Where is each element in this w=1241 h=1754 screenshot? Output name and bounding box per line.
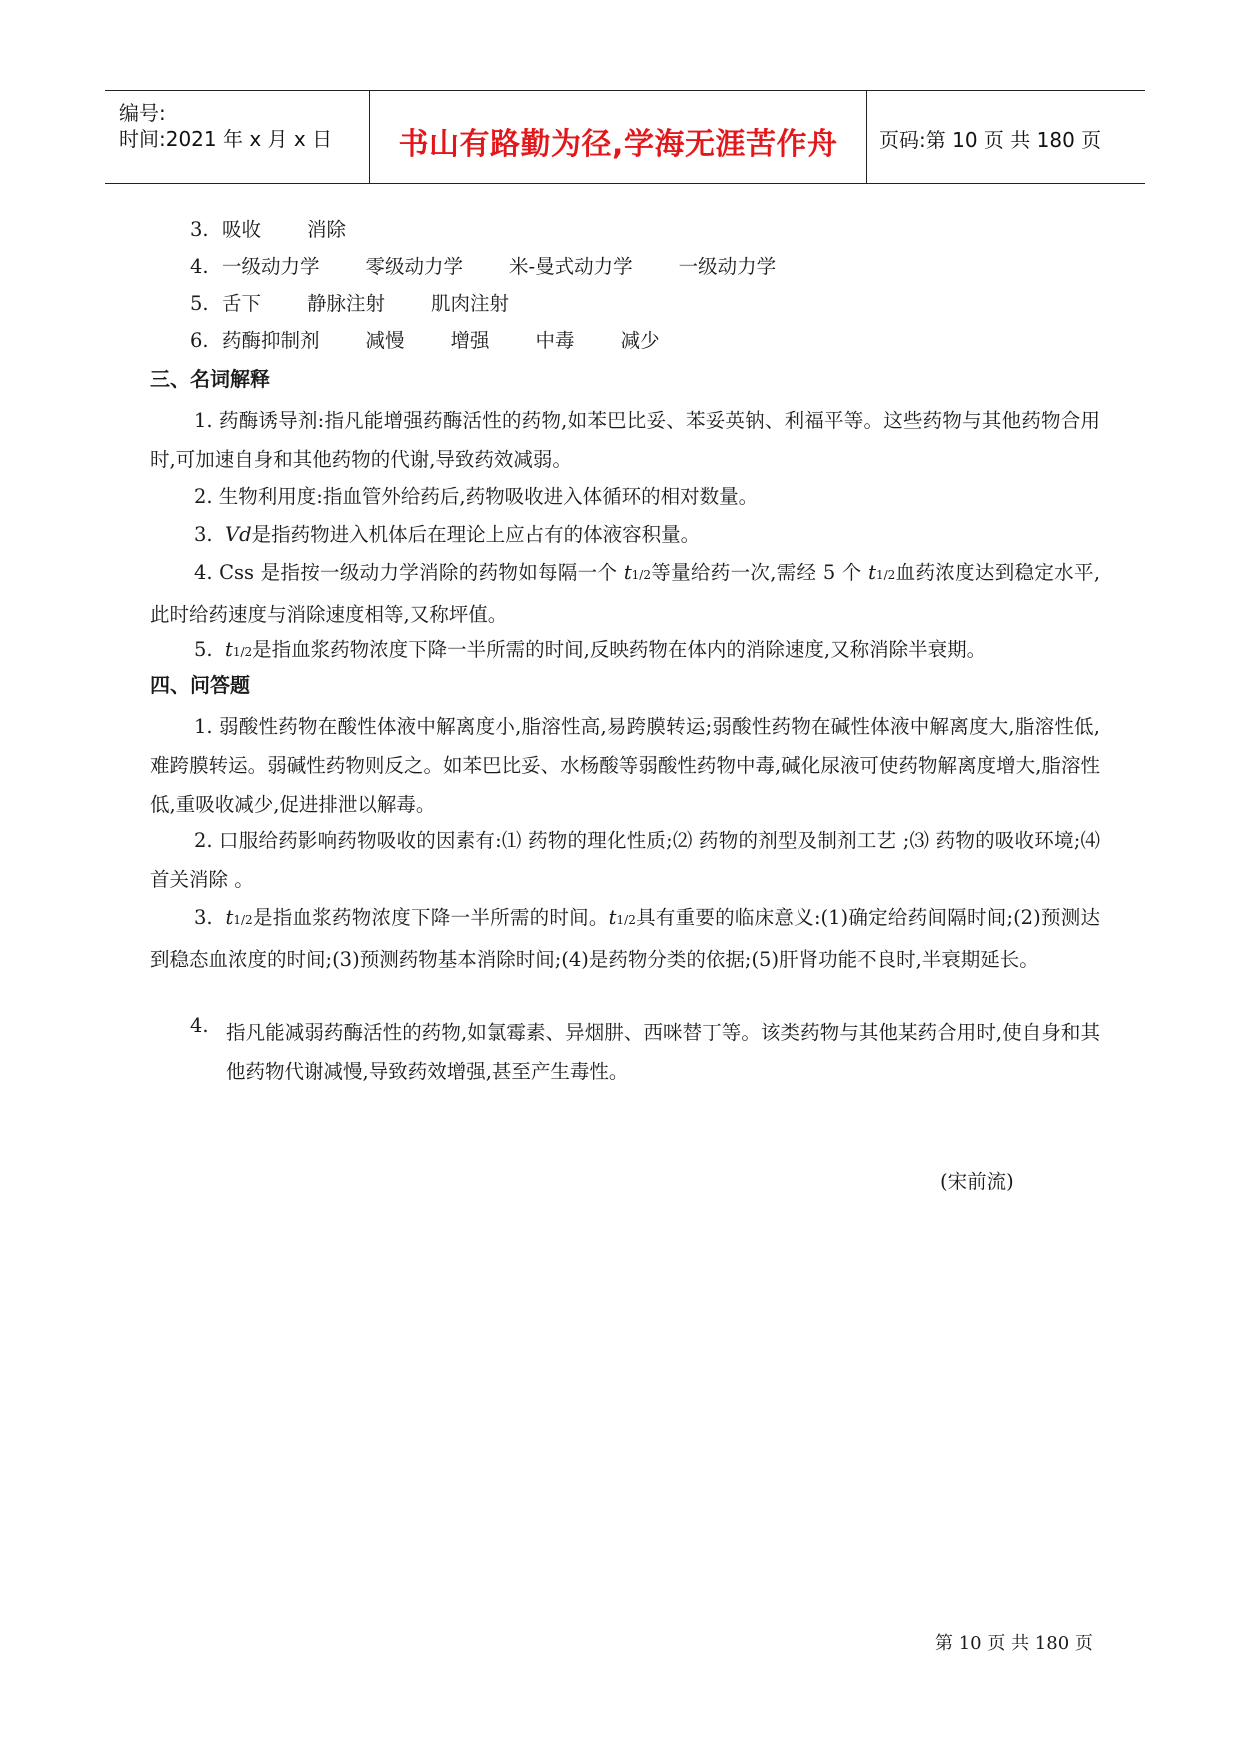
answer-term: 一级动力学	[678, 255, 777, 278]
answer-row-4	[190, 251, 776, 279]
math-variable: t	[225, 638, 233, 661]
math-variable: t	[623, 561, 632, 584]
math-subscript: 1/2	[616, 913, 636, 927]
item-number: 4.	[190, 255, 209, 278]
section-heading-qa: 四、问答题	[150, 673, 250, 697]
definition-1: 1. 药酶诱导剂:指凡能增强药酶活性的药物,如苯巴比妥、苯妥英钠、利福平等。这些药物与其他药物合用时,可加速自身和其他药物的代谢,导致药效减弱。	[150, 409, 1100, 471]
math-variable: t	[608, 906, 617, 929]
math-variable: Vd	[225, 523, 252, 546]
answer-term: 吸收	[222, 218, 262, 241]
answer-term: 增强	[450, 329, 490, 352]
answer-term: 药酶抑制剂	[222, 329, 320, 352]
answer-term: 零级动力学	[365, 255, 464, 278]
answer-row-6	[190, 325, 660, 353]
author-signature: (宋前流)	[940, 1170, 1014, 1193]
math-variable: t	[225, 906, 234, 929]
item-number: 6.	[190, 329, 209, 352]
answer-row-3	[190, 214, 346, 242]
answer-term: 肌肉注射	[431, 292, 510, 315]
section-heading-definitions: 三、名词解释	[150, 367, 270, 391]
math-subscript: 1/2	[233, 913, 253, 927]
answer-term: 米-曼式动力学	[509, 255, 633, 278]
qa-answer-2: 2. 口服给药影响药物吸收的因素有:⑴ 药物的理化性质;⑵ 药物的剂型及制剂工艺 ;⑶ 药物的吸收环境;⑷ 首关消除 。	[150, 829, 1100, 891]
motto: 书山有路勤为径,学海无涯苦作舟	[398, 127, 838, 162]
definition-text: 血药浓度达到稳定水平,此时给药速度与消除速度相等,又称坪值。	[150, 561, 1101, 626]
item-number: 5.	[190, 292, 209, 315]
definition-text: 4. Css 是指按一级动力学消除的药物如每隔一个	[194, 561, 624, 584]
answer-text: 具有重要的临床意义:(1)确定给药间隔时间;(2)预测达到稳态血浓度的时间;(3)预测药物基本消除时间;(4)是药物分类的依据;(5)肝肾功能不良时,半衰期延长。	[150, 906, 1100, 971]
definition-text: 是指血浆药物浓度下降一半所需的时间,反映药物在体内的消除速度,又称消除半衰期。	[252, 638, 987, 661]
answer-term: 中毒	[535, 329, 575, 352]
qa-answer-4: 指凡能减弱药酶活性的药物,如氯霉素、异烟肼、西咪替丁等。该类药物与其他某药合用时,使自身和其他药物代谢减慢,导致药效增强,甚至产生毒性。	[226, 1021, 1100, 1083]
definition-text: 是指药物进入机体后在理论上应占有的体液容积量。	[251, 523, 701, 546]
answer-term: 一级动力学	[222, 255, 320, 278]
item-number: 3.	[194, 523, 213, 546]
header-motto-cell	[370, 91, 867, 183]
definition-3	[150, 515, 1100, 554]
time-label: 时间:2021 年 x 月 x 日	[119, 127, 333, 151]
math-subscript: 1/2	[631, 568, 651, 582]
answer-row-5	[190, 288, 509, 316]
number-label: 编号:	[119, 101, 166, 125]
item-number: 3.	[190, 218, 209, 241]
answer-term: 消除	[307, 218, 347, 241]
item-number: 3.	[194, 906, 213, 929]
header-meta-cell	[105, 91, 370, 183]
math-subscript: 1/2	[232, 645, 253, 659]
answer-text: 是指血浆药物浓度下降一半所需的时间。	[252, 906, 609, 929]
document-header	[105, 90, 1145, 184]
definition-text: 等量给药一次,需经 5 个	[650, 561, 869, 584]
definition-2: 2. 生物利用度:指血管外给药后,药物吸收进入体循环的相对数量。	[194, 485, 759, 508]
page-footer: 第 10 页 共 180 页	[935, 1633, 1093, 1654]
math-variable: t	[868, 561, 876, 584]
math-subscript: 1/2	[876, 568, 896, 582]
header-page-cell	[867, 91, 1145, 183]
definition-4	[150, 553, 1100, 634]
answer-term: 静脉注射	[307, 292, 386, 315]
answer-term: 舌下	[222, 292, 262, 315]
qa-answer-4-number: 4.	[190, 1014, 209, 1037]
qa-answer-3	[150, 898, 1100, 979]
page-label: 页码:第 10 页 共 180 页	[879, 128, 1102, 152]
answer-term: 减少	[620, 329, 660, 352]
item-number: 5.	[194, 638, 213, 661]
qa-answer-1: 1. 弱酸性药物在酸性体液中解离度小,脂溶性高,易跨膜转运;弱酸性药物在碱性体液中解离度大,脂溶性低,难跨膜转运。弱碱性药物则反之。如苯巴比妥、水杨酸等弱酸性药物中毒,碱化尿液可使药物解离度增大,脂溶性低,重吸收减少,促进排泄以解毒。	[150, 715, 1100, 816]
answer-term: 减慢	[365, 329, 405, 352]
definition-5	[150, 630, 1100, 672]
